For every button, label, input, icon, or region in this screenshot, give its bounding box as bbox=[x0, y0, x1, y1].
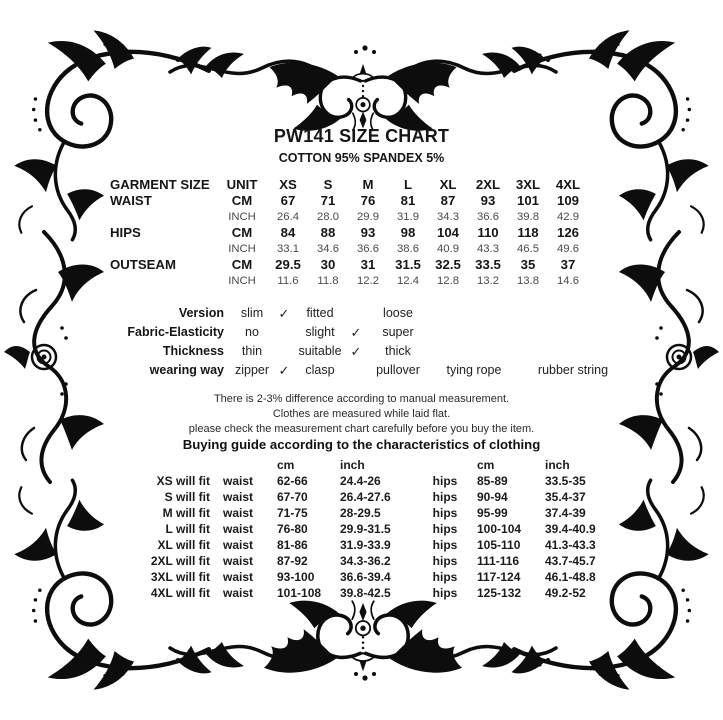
size-value: 11.8 bbox=[317, 275, 339, 287]
hips-label: hips bbox=[432, 586, 458, 600]
size-value: 93 bbox=[360, 225, 376, 240]
attribute-option bbox=[518, 323, 628, 342]
note-line: There is 2-3% difference according to manual measurement. bbox=[213, 393, 510, 405]
waist-cm-range: 93-100 bbox=[277, 570, 315, 584]
waist-cm-range: 67-70 bbox=[277, 490, 308, 504]
attribute-option: no bbox=[245, 325, 259, 339]
size-value: 126 bbox=[556, 225, 579, 240]
note-line: Clothes are measured while laid flat. bbox=[272, 408, 451, 420]
size-value: 81 bbox=[400, 193, 416, 208]
unit-cell: CM bbox=[231, 225, 253, 240]
size-value: 33.5 bbox=[475, 257, 501, 272]
unit-cell: CM bbox=[231, 193, 253, 208]
size-value: 110 bbox=[477, 225, 499, 240]
waist-label: waist bbox=[222, 522, 253, 536]
waist-inch-range: 24.4-26 bbox=[340, 474, 381, 488]
size-value: 104 bbox=[436, 225, 459, 240]
size-column-header: XL bbox=[439, 177, 457, 192]
waist-inch-range: 34.3-36.2 bbox=[340, 554, 391, 568]
hips-cm-range: 111-116 bbox=[477, 554, 520, 568]
attribute-option bbox=[518, 304, 628, 323]
size-value: 29.9 bbox=[357, 211, 379, 223]
size-value: 98 bbox=[400, 225, 416, 240]
attribute-option: thin bbox=[241, 344, 263, 358]
buying-guide-row bbox=[130, 537, 616, 553]
fit-size-label: XL will fit bbox=[157, 538, 210, 552]
waist-inch-range: 26.4-27.6 bbox=[340, 490, 391, 504]
size-column-header: M bbox=[362, 177, 374, 192]
waist-label: waist bbox=[222, 554, 253, 568]
size-column-header: 4XL bbox=[555, 177, 581, 192]
hips-inch-range: 46.1-48.8 bbox=[545, 570, 596, 584]
hips-label: hips bbox=[432, 506, 458, 520]
size-value: 36.6 bbox=[357, 243, 379, 255]
size-table-row bbox=[110, 257, 590, 273]
attribute-option: fitted bbox=[306, 306, 334, 320]
waist-label: waist bbox=[222, 586, 253, 600]
size-value: 67 bbox=[280, 193, 296, 208]
hips-label: hips bbox=[432, 570, 458, 584]
size-value: 36.6 bbox=[477, 211, 499, 223]
checkmark-icon: ✓ bbox=[278, 363, 290, 378]
attribute-row bbox=[100, 342, 630, 361]
size-value: 12.4 bbox=[397, 275, 419, 287]
unit-cell: CM bbox=[231, 257, 253, 272]
attribute-option: tying rope bbox=[446, 363, 502, 377]
size-column-header: 3XL bbox=[515, 177, 541, 192]
waist-label: waist bbox=[222, 490, 253, 504]
attribute-option: clasp bbox=[305, 363, 335, 377]
waist-label: waist bbox=[222, 538, 253, 552]
size-value: 88 bbox=[320, 225, 336, 240]
size-value: 11.6 bbox=[277, 275, 299, 287]
waist-label: waist bbox=[222, 506, 253, 520]
attribute-label: Fabric-Elasticity bbox=[127, 325, 224, 339]
waist-inch-range: 36.6-39.4 bbox=[340, 570, 391, 584]
size-value: 101 bbox=[516, 193, 539, 208]
size-value: 76 bbox=[360, 193, 376, 208]
hips-inch-range: 33.5-35 bbox=[545, 474, 586, 488]
buying-guide-row bbox=[130, 473, 616, 489]
checkmark-icon: ✓ bbox=[350, 344, 362, 359]
checkmark-icon: ✓ bbox=[278, 306, 290, 321]
size-value: 29.5 bbox=[275, 257, 301, 272]
buying-guide-row bbox=[130, 585, 616, 601]
size-value: 34.6 bbox=[317, 243, 339, 255]
waist-inch-header: inch bbox=[340, 458, 365, 472]
hips-inch-header: inch bbox=[545, 458, 570, 472]
hips-cm-range: 85-89 bbox=[477, 474, 508, 488]
top-dots bbox=[354, 45, 376, 54]
checkmark-icon bbox=[274, 323, 294, 342]
size-value: 31.9 bbox=[397, 211, 419, 223]
hips-cm-range: 100-104 bbox=[477, 522, 522, 536]
buying-guide-table bbox=[130, 457, 616, 601]
hips-cm-range: 117-124 bbox=[477, 570, 521, 584]
buying-guide-row bbox=[130, 553, 616, 569]
hips-label: hips bbox=[432, 474, 458, 488]
size-table-row bbox=[110, 225, 590, 241]
size-column-header: XS bbox=[279, 177, 297, 192]
size-table-row bbox=[110, 193, 590, 209]
size-value: 32.5 bbox=[435, 257, 461, 272]
size-table-row bbox=[110, 241, 590, 257]
buying-guide-row bbox=[130, 569, 616, 585]
waist-label: waist bbox=[222, 570, 253, 584]
checkmark-icon bbox=[346, 361, 366, 380]
fit-size-label: 2XL will fit bbox=[150, 554, 210, 568]
size-value: 12.2 bbox=[357, 275, 379, 287]
garment-size-header: GARMENT SIZE bbox=[110, 177, 210, 192]
unit-cell: INCH bbox=[228, 275, 256, 287]
size-value: 49.6 bbox=[557, 243, 579, 255]
hips-label: hips bbox=[432, 490, 458, 504]
size-value: 13.8 bbox=[517, 275, 539, 287]
hips-inch-range: 39.4-40.9 bbox=[545, 522, 596, 536]
waist-cm-header: cm bbox=[277, 458, 295, 472]
hips-inch-range: 49.2-52 bbox=[545, 586, 586, 600]
checkmark-icon: ✓ bbox=[350, 325, 362, 340]
attribute-option: zipper bbox=[234, 363, 270, 377]
size-value: 35 bbox=[520, 257, 536, 272]
attribute-option: super bbox=[382, 325, 414, 339]
size-value: 12.8 bbox=[437, 275, 459, 287]
size-value: 84 bbox=[280, 225, 296, 240]
checkmark-icon bbox=[274, 342, 294, 361]
size-value: 87 bbox=[440, 193, 456, 208]
attribute-option bbox=[518, 342, 628, 361]
size-column-header: S bbox=[323, 177, 333, 192]
size-value: 93 bbox=[480, 193, 496, 208]
waist-cm-range: 101-108 bbox=[277, 586, 322, 600]
hips-cm-range: 95-99 bbox=[477, 506, 508, 520]
attribute-row bbox=[100, 361, 630, 380]
note-line: please check the measurement chart carefully before you buy the item. bbox=[188, 423, 535, 435]
measurement-label: OUTSEAM bbox=[110, 257, 176, 272]
fit-size-label: S will fit bbox=[164, 490, 210, 504]
waist-inch-range: 29.9-31.5 bbox=[340, 522, 391, 536]
waist-inch-range: 28-29.5 bbox=[340, 506, 381, 520]
attribute-label: wearing way bbox=[149, 363, 224, 377]
size-table-header bbox=[110, 177, 590, 193]
size-value: 30 bbox=[320, 257, 336, 272]
hips-cm-range: 125-132 bbox=[477, 586, 522, 600]
attribute-option: slim bbox=[240, 306, 264, 320]
size-value: 34.3 bbox=[437, 211, 459, 223]
attribute-row bbox=[100, 323, 630, 342]
size-value: 118 bbox=[517, 225, 539, 240]
size-table-row bbox=[110, 273, 590, 289]
attribute-option: pullover bbox=[376, 363, 420, 377]
size-value: 31.5 bbox=[395, 257, 421, 272]
unit-cell: INCH bbox=[228, 211, 256, 223]
size-value: 42.9 bbox=[557, 211, 579, 223]
fit-size-label: M will fit bbox=[162, 506, 210, 520]
fit-size-label: XS will fit bbox=[156, 474, 210, 488]
attribute-option: thick bbox=[385, 344, 411, 358]
waist-inch-range: 31.9-33.9 bbox=[340, 538, 391, 552]
size-column-header: L bbox=[403, 177, 413, 192]
buying-guide-row bbox=[130, 521, 616, 537]
size-value: 38.6 bbox=[397, 243, 419, 255]
hips-inch-range: 35.4-37 bbox=[545, 490, 586, 504]
size-value: 33.1 bbox=[277, 243, 299, 255]
attribute-option: rubber string bbox=[537, 363, 609, 377]
buying-guide-heading: Buying guide according to the characteristics of clothing bbox=[182, 437, 541, 452]
size-value: 28.0 bbox=[317, 211, 339, 223]
size-value: 39.8 bbox=[517, 211, 539, 223]
size-value: 37 bbox=[560, 257, 576, 272]
hips-label: hips bbox=[432, 522, 458, 536]
waist-cm-range: 76-80 bbox=[277, 522, 308, 536]
measurement-label bbox=[110, 273, 216, 289]
attribute-option bbox=[430, 304, 518, 323]
attribute-option bbox=[430, 342, 518, 361]
attribute-label: Thickness bbox=[162, 344, 224, 358]
hips-label: hips bbox=[432, 538, 458, 552]
unit-header: UNIT bbox=[226, 177, 258, 192]
size-table-row bbox=[110, 209, 590, 225]
size-value: 14.6 bbox=[557, 275, 579, 287]
size-column-header: 2XL bbox=[475, 177, 501, 192]
checkmark-icon bbox=[346, 304, 366, 323]
hips-label: hips bbox=[432, 554, 458, 568]
top-center-ornament bbox=[270, 63, 457, 131]
attribute-option: suitable bbox=[298, 344, 342, 358]
waist-inch-range: 39.8-42.5 bbox=[340, 586, 391, 600]
measurement-label: WAIST bbox=[110, 193, 152, 208]
waist-cm-range: 81-86 bbox=[277, 538, 308, 552]
size-value: 43.3 bbox=[477, 243, 499, 255]
attribute-option: slight bbox=[305, 325, 335, 339]
waist-cm-range: 62-66 bbox=[277, 474, 308, 488]
attribute-row bbox=[100, 304, 630, 323]
size-value: 13.2 bbox=[477, 275, 499, 287]
hips-cm-header: cm bbox=[477, 458, 495, 472]
fit-size-label: 4XL will fit bbox=[150, 586, 210, 600]
bottom-center-ornament bbox=[264, 601, 462, 673]
size-table bbox=[110, 177, 590, 289]
size-value: 40.9 bbox=[437, 243, 459, 255]
measurement-notes bbox=[40, 392, 683, 437]
fit-size-label: 3XL will fit bbox=[150, 570, 210, 584]
size-value: 46.5 bbox=[517, 243, 539, 255]
size-value: 109 bbox=[556, 193, 579, 208]
hips-inch-range: 41.3-43.3 bbox=[545, 538, 596, 552]
attribute-label: Version bbox=[178, 306, 224, 320]
attribute-option: loose bbox=[383, 306, 413, 320]
hips-inch-range: 43.7-45.7 bbox=[545, 554, 596, 568]
attribute-option bbox=[430, 323, 518, 342]
clothing-attributes bbox=[100, 304, 630, 380]
buying-guide-row bbox=[130, 489, 616, 505]
unit-cell: INCH bbox=[228, 243, 256, 255]
waist-label: waist bbox=[222, 474, 253, 488]
hips-cm-range: 90-94 bbox=[477, 490, 508, 504]
size-value: 31 bbox=[360, 257, 376, 272]
buying-guide-header bbox=[130, 457, 616, 473]
fit-size-label: L will fit bbox=[165, 522, 210, 536]
measurement-label bbox=[110, 241, 216, 257]
waist-cm-range: 87-92 bbox=[277, 554, 308, 568]
measurement-label: HIPS bbox=[110, 225, 141, 240]
fabric-subtitle: COTTON 95% SPANDEX 5% bbox=[278, 151, 445, 165]
page-title: PW141 SIZE CHART bbox=[273, 126, 450, 146]
bottom-dots bbox=[354, 672, 376, 681]
buying-guide-row bbox=[130, 505, 616, 521]
hips-inch-range: 37.4-39 bbox=[545, 506, 586, 520]
hips-cm-range: 105-110 bbox=[477, 538, 521, 552]
measurement-label bbox=[110, 209, 216, 225]
size-value: 71 bbox=[320, 193, 336, 208]
waist-cm-range: 71-75 bbox=[277, 506, 308, 520]
size-value: 26.4 bbox=[277, 211, 299, 223]
